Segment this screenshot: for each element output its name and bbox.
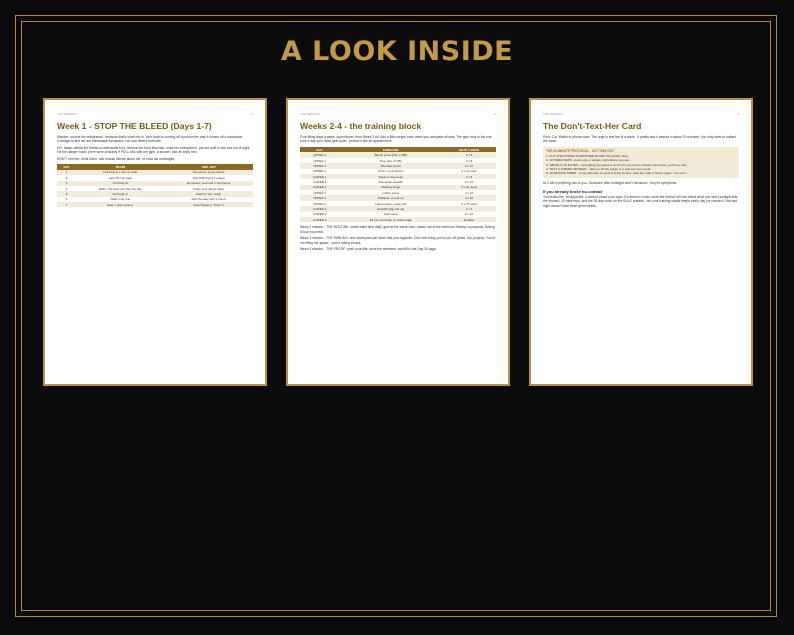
table-cell: 4 x 10 (442, 195, 496, 200)
page-header (57, 112, 253, 116)
table-row (57, 202, 253, 207)
column-header: EXERCISE (339, 147, 442, 153)
training-block-table (300, 147, 496, 222)
page-preview-dont-text-her-card (529, 98, 753, 386)
table-cell: LOWER 2 (300, 217, 339, 222)
table-cell: 7 (57, 202, 76, 207)
table-row (300, 217, 496, 222)
table-cell: LOWER 1 (312, 180, 327, 185)
body-paragraph: Week 4 mission - THE PROOF: push your lifts, book the weekend, and fill in the Day 30 page. (300, 247, 437, 252)
page-number: 3 (251, 112, 253, 116)
table-cell: LOWER 1 (300, 185, 339, 190)
table-cell: Squat or leg press (339, 174, 442, 179)
table-cell: 5 (57, 191, 76, 196)
table-cell: UPPER 1 (300, 152, 339, 157)
body-paragraph: Mission: survive the withdrawal - because that's what this is. Your brain is coming off a person the way it comes off a substance. Cravings to text her are withdrawal symptoms, not love letters from fate. (57, 135, 244, 144)
table-cell: UPPER 2 (300, 195, 339, 200)
table-cell: UPPER 1 (313, 158, 327, 163)
page-header-label: THE REBUILD (543, 112, 563, 116)
table-cell: LOWER 2 (312, 212, 327, 217)
page-header-label: THE REBUILD (300, 112, 320, 116)
table-cell: Clean your whole place (193, 186, 225, 191)
table-cell: Deadlift (trap bar ok) (339, 206, 442, 211)
page-header-label: THE REBUILD (57, 112, 77, 116)
table-cell: LOWER 1 (300, 174, 339, 179)
page-header (543, 112, 739, 116)
table-cell: Full body C (76, 191, 164, 196)
body-paragraph: Week 3 mission - THE REBUILD: one social plan per week that you organize. One new thing you've put off (class, trip, project). You're not filling her space - you're taking it back. (300, 236, 496, 245)
page-number: 4 (494, 112, 496, 116)
protocol-card (543, 147, 739, 178)
table-cell: Full body B (76, 181, 164, 186)
table-cell: 6 (65, 197, 68, 202)
table-cell: 4 x 6 (442, 206, 496, 211)
body-paragraph: DO, today: delete the thread (screenshots too), remove her from favorites, mute her everywhere, put her stuff in one box out of sight. Fill the danger hours (here were probably 9 PM-1 AM) with the gym, a shower, and an early bed. (57, 145, 251, 155)
table-cell: Haircut. Yes, really (164, 191, 253, 196)
column-header: DAY (300, 147, 339, 153)
table-cell: The phone purge above (164, 170, 253, 175)
body-paragraph: At 2 AM everything has to you. Decisions after midnight aren't decisions - they're symptoms. (543, 180, 678, 185)
column-header: DAY (57, 164, 76, 170)
table-cell: Hard 30 min walk (108, 175, 132, 180)
protocol-card-heading: THE 20-MINUTE PROTOCOL - CUT THIS OUT (546, 148, 615, 153)
protocol-step: 5. 20-MINUTE TIMER - if you still want to send it at the buzzer, read the note in Notes again. You won't. (546, 171, 688, 176)
table-cell: Lateral raise + face pull (375, 201, 407, 206)
column-header: TRAIN (76, 164, 164, 170)
table-cell: UPPER 1 (313, 169, 327, 174)
body-paragraph: Print. Cut. Wallet or phone case. The urge to text her is a wave - it peaks and it passes in about 20 minutes. You only have to outlast the wave. (543, 135, 736, 144)
table-cell: Walk, long one (110, 197, 131, 202)
protocol-step: 2. 20 HARD REPS - push-ups or squats, right where you are. (546, 158, 630, 163)
table-cell: Full body A + 20 min walk (76, 170, 164, 175)
protocol-step: 1. PUT THE PHONE IN ANOTHER ROOM. Physically. Now. (546, 153, 629, 158)
table-cell: Row (bar or DB) (379, 158, 402, 163)
page-header (300, 112, 496, 116)
column-header: ONE JOB (164, 164, 253, 170)
table-cell: 4 x 8 (442, 174, 496, 179)
table-cell: 3 x 20 steps (442, 185, 496, 190)
table-cell: Split squat (383, 212, 398, 217)
table-cell: Pulldown or pull-up (339, 195, 442, 200)
table-cell: UPPER 2 (313, 201, 327, 206)
page-title: The Don't-Text-Her Card (543, 121, 642, 131)
table-cell: Walk + 50 push-ups thru the day (98, 186, 142, 191)
table-cell: 3 x 10 (465, 180, 474, 185)
table-cell: 2 (65, 175, 68, 180)
protocol-step: 3. WRITE IT IN NOTES - everything you want to send. Do not send it. Read it tomorrow; you'll see why. (546, 162, 688, 167)
table-cell: 3 x 10 (442, 163, 496, 168)
table-cell: Romanian deadlift (378, 180, 403, 185)
table-cell: 3 x 12 each (461, 169, 477, 174)
table-cell: Finisher (442, 217, 496, 222)
table-cell: UPPER 1 (300, 163, 339, 168)
table-cell: Groceries, real food in the house (164, 181, 253, 186)
table-cell: UPPER 2 (313, 190, 327, 195)
body-paragraph: DON'T: text her, drink alone, ask mutual friends about her, re-read old messages. (57, 156, 176, 161)
table-cell: Walking lunge (339, 185, 442, 190)
section-subheading: If you already broke no-contact (543, 188, 603, 194)
body-paragraph: Four lifting days a week, upper/lower, from Week 2 on. Add a little weight each week you complete all sets. The gym hour is the one hour a day your head gets quiet - protect it like an appointment. (300, 135, 492, 144)
table-cell: 4 x 10 (465, 190, 474, 195)
page-preview-weeks-2-4 (286, 98, 510, 386)
table-cell: 1 (57, 170, 76, 175)
table-cell: 4 x 8 (465, 158, 473, 163)
body-paragraph: Week 2 mission - THE ROUTINE: same wake time daily, gym at the same hour, phone out of the bedroom. Boring on purpose. Boring is how you heal. (300, 225, 495, 234)
table-cell: LOWER 2 (300, 206, 339, 211)
table-cell: 3 (57, 181, 76, 186)
body-paragraph: You texted her. It happened; it doesn't erase your days. Do these in order: mute the thread, tell one friend what you sent (sunlight kills the shame), 20 hard reps, and the 30-day clock on the RULE restarts - but your training streak keeps every day you earned. One bad night doesn't beat three good weeks. (543, 194, 738, 208)
table-cell: Curls + pushdowns (377, 169, 404, 174)
page-title: Weeks 2-4 - the training block (300, 121, 422, 131)
table-cell: Shoulder press (339, 163, 442, 168)
table-cell: 4 x 8 (442, 152, 496, 157)
page-preview-week-1 (43, 98, 267, 386)
week-1-table (57, 164, 253, 207)
table-cell: Tell ONE friend it ended (192, 175, 225, 180)
column-header: SETS x REPS (442, 147, 496, 153)
table-cell: 10 min hard bike or incline walk (339, 217, 442, 222)
protocol-step: 4. TEXT A FRIEND INSTEAD - 'talk me off the ledge' is a real text men send. (546, 166, 652, 171)
table-cell: 3 x 15 each (461, 201, 477, 206)
page-title: Week 1 - STOP THE BLEED (Days 1-7) (57, 121, 212, 131)
table-cell: Incline press (382, 190, 400, 195)
page-number: 5 (737, 112, 739, 116)
table-cell: Bench press (bar or DB) (339, 152, 442, 157)
table-cell: Plan Sunday with a friend (191, 197, 226, 202)
table-cell: Read Week 2. That's it (164, 202, 253, 207)
main-heading: A LOOK INSIDE (280, 36, 514, 67)
table-cell: 4 (65, 186, 68, 191)
table-cell: Rest + prep week 2 (76, 202, 164, 207)
table-cell: 3 x 10 (465, 212, 474, 217)
